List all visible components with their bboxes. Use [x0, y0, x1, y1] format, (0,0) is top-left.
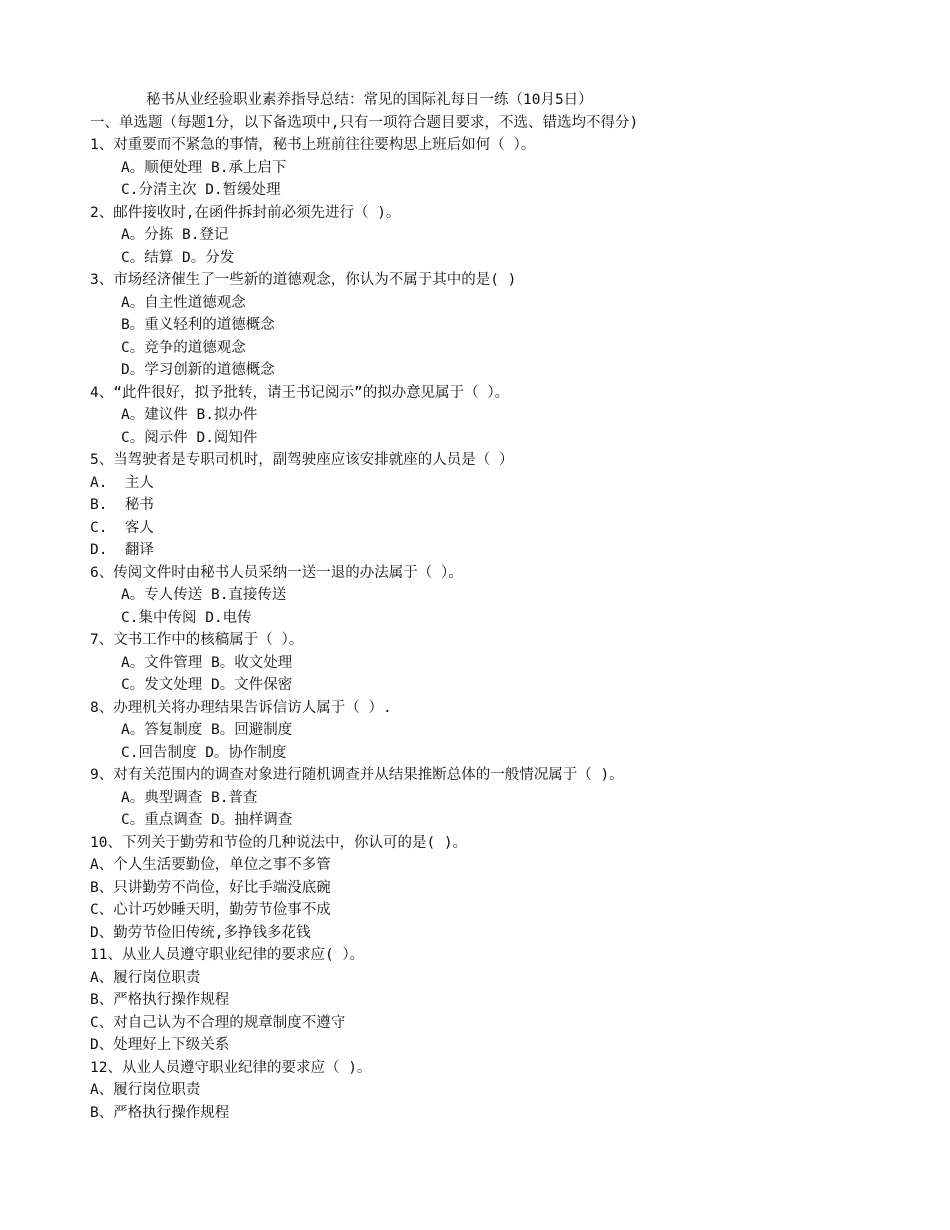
question-7-option: A。文件管理 B。收文处理 [121, 654, 293, 671]
question-11-option: C、对自己认为不合理的规章制度不遵守 [90, 1014, 346, 1031]
question-3-option: B。重义轻利的道德概念 [121, 317, 275, 333]
question-1-stem: 1、对重要而不紧急的事情，秘书上班前往往要构思上班后如何（ ）。 [90, 137, 536, 153]
question-3-option: C。竞争的道德观念 [121, 339, 246, 356]
question-5-option: C. 客人 [90, 519, 154, 536]
question-11-option: D、处理好上下级关系 [90, 1037, 230, 1053]
question-2-stem: 2、邮件接收时,在函件拆封前必须先进行（ )。 [90, 204, 401, 221]
question-10-option: C、心计巧妙睡天明，勤劳节俭事不成 [90, 902, 331, 918]
question-9-option: C。重点调查 D。抽样调查 [121, 812, 293, 828]
question-8-option: C.回告制度 D。协作制度 [121, 744, 287, 761]
question-3-stem: 3、市场经济催生了一些新的道德观念，你认为不属于其中的是( ) [90, 272, 517, 288]
question-10-option: A、个人生活要勤俭，单位之事不多管 [90, 857, 331, 873]
question-6-option: C.集中传阅 D.电传 [121, 609, 252, 626]
question-10-option: B、只讲勤劳不尚俭，好比手端没底碗 [90, 879, 331, 896]
question-11-option: B、严格执行操作规程 [90, 992, 230, 1008]
question-12-stem: 12、从业人员遵守职业纪律的要求应（ )。 [90, 1059, 372, 1076]
question-5-option: A. 主人 [90, 474, 154, 491]
question-2-option: A。分拣 B.登记 [121, 227, 229, 243]
document-title: 秘书从业经验职业素养指导总结：常见的国际礼每日一练（10月5日） [146, 92, 593, 108]
question-11-stem: 11、从业人员遵守职业纪律的要求应( ）。 [90, 947, 365, 963]
question-6-option: A。专人传送 B.直接传送 [121, 587, 287, 603]
question-5-option: D. 翻译 [90, 542, 154, 558]
question-1-option: C.分清主次 D.暂缓处理 [121, 182, 281, 198]
question-4-option: A。建议件 B.拟办件 [121, 407, 258, 423]
question-3-option: D。学习创新的道德概念 [121, 362, 275, 378]
question-9-option: A。典型调查 B.普查 [121, 789, 258, 806]
question-9-stem: 9、对有关范围内的调查对象进行随机调查并从结果推断总体的一般情况属于（ )。 [90, 767, 624, 783]
question-12-option: B、严格执行操作规程 [90, 1104, 230, 1121]
question-8-option: A。答复制度 B。回避制度 [121, 722, 293, 738]
question-2-option: C。结算 D。分发 [121, 249, 235, 266]
question-7-stem: 7、文书工作中的核稿属于（ ）。 [90, 632, 304, 648]
question-7-option: C。发文处理 D。文件保密 [121, 677, 293, 693]
question-11-option: A、履行岗位职责 [90, 969, 201, 986]
question-10-stem: 10、下列关于勤劳和节俭的几种说法中，你认可的是( )。 [90, 834, 468, 851]
question-6-stem: 6、传阅文件时由秘书人员采纳一送一退的办法属于（ ）。 [90, 564, 463, 581]
question-8-stem: 8、办理机关将办理结果告诉信访人属于（ ）. [90, 699, 392, 716]
question-4-option: C。阅示件 D.阅知件 [121, 429, 258, 446]
section-heading: 一、单选题（每题1分，以下备选项中,只有一项符合题目要求，不选、错选均不得分) [90, 114, 639, 131]
question-5-option: B. 秘书 [90, 497, 154, 513]
question-10-option: D、勤劳节俭旧传统,多挣钱多花钱 [90, 924, 311, 941]
document-body [90, 89, 910, 1124]
question-1-option: A。顺便处理 B.承上启下 [121, 159, 287, 176]
question-4-stem: 4、“此件很好，拟予批转，请王书记阅示”的拟办意见属于（ ）。 [90, 384, 510, 401]
question-5-stem: 5、当驾驶者是专职司机时，副驾驶座应该安排就座的人员是（ ） [90, 452, 514, 468]
question-12-option: A、履行岗位职责 [90, 1082, 201, 1098]
question-3-option: A。自主性道德观念 [121, 294, 246, 311]
